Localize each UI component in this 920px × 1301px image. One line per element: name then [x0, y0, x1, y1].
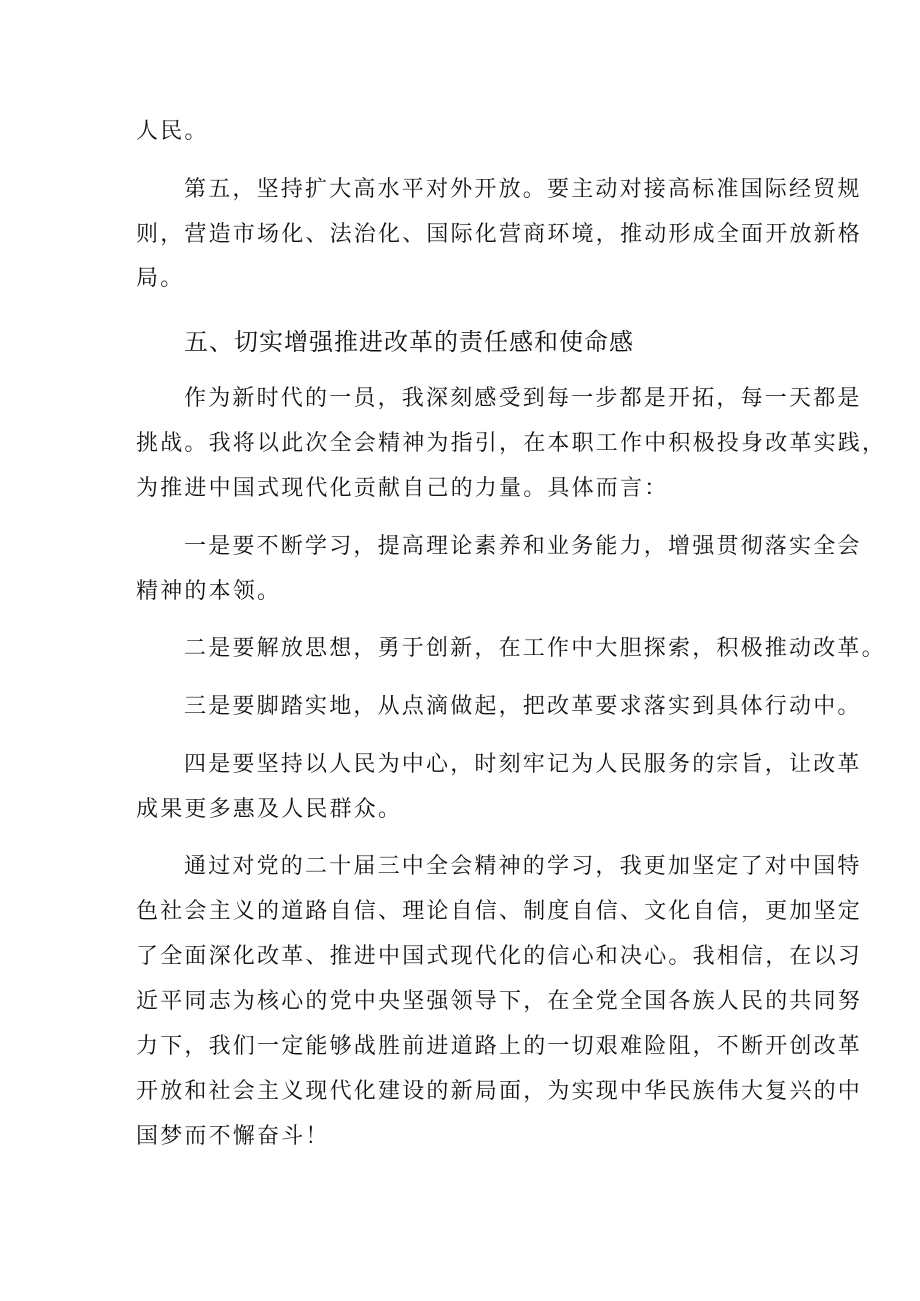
paragraph-line: 国梦而不懈奋斗！: [136, 1124, 330, 1149]
paragraph-line: 开放和社会主义现代化建设的新局面，为实现中华民族伟大复兴的中: [136, 1079, 863, 1104]
paragraph-line: 挑战。我将以此次全会精神为指引，在本职工作中积极投身改革实践，: [136, 431, 887, 456]
paragraph-line: 一是要不断学习，提高理论素养和业务能力，增强贯彻落实全会: [184, 534, 862, 559]
paragraph-line: 作为新时代的一员，我深刻感受到每一步都是开拓，每一天都是: [184, 386, 862, 411]
paragraph-line: 成果更多惠及人民群众。: [136, 797, 403, 822]
paragraph-line: 了全面深化改革、推进中国式现代化的信心和决心。我相信，在以习: [136, 944, 863, 969]
paragraph-line: 力下，我们一定能够战胜前进道路上的一切艰难险阻，不断开创改革: [136, 1034, 863, 1059]
paragraph-line: 四是要坚持以人民为中心，时刻牢记为人民服务的宗旨，让改革: [184, 752, 862, 777]
paragraph-line: 精神的本领。: [136, 579, 282, 604]
paragraph-line: 近平同志为核心的党中央坚强领导下，在全党全国各族人民的共同努: [136, 989, 863, 1014]
section-heading: 五、切实增强推进改革的责任感和使命感: [184, 328, 634, 356]
paragraph-line: 则，营造市场化、法治化、国际化营商环境，推动形成全面开放新格: [136, 222, 863, 247]
paragraph-line: 第五，坚持扩大高水平对外开放。要主动对接高标准国际经贸规: [184, 177, 862, 202]
paragraph-line: 为推进中国式现代化贡献自己的力量。具体而言：: [136, 476, 669, 501]
paragraph-line: 人民。: [136, 119, 209, 144]
paragraph-line: 局。: [136, 266, 185, 291]
paragraph-line: 通过对党的二十届三中全会精神的学习，我更加坚定了对中国特: [184, 854, 862, 879]
paragraph-line: 三是要脚踏实地，从点滴做起，把改革要求落实到具体行动中。: [184, 694, 862, 719]
paragraph-line: 色社会主义的道路自信、理论自信、制度自信、文化自信，更加坚定: [136, 899, 863, 924]
paragraph-line: 二是要解放思想，勇于创新，在工作中大胆探索，积极推动改革。: [184, 636, 886, 661]
